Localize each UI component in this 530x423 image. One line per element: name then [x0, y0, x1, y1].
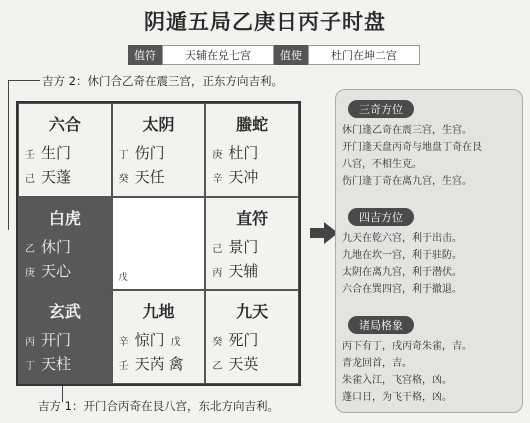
zhifu-value: 天辅在兑七宫 [162, 45, 274, 65]
star-label: 天冲 [228, 168, 259, 186]
zhishi-label: 值使 [274, 45, 308, 65]
earth-stem: 庚 [25, 267, 35, 279]
palace-kun-2 [205, 103, 299, 197]
text-line: 太阴在离九宫，利于潜伏。 [342, 267, 462, 278]
info-panel [335, 89, 523, 413]
god-label: 白虎 [48, 208, 81, 228]
door-label: 生门 [41, 144, 72, 162]
heaven-stem: 辛 [118, 337, 129, 349]
door-label: 死门 [228, 331, 259, 350]
heaven-stem: 庚 [212, 150, 223, 161]
connector-line [8, 80, 9, 230]
text-line: 蓬口日，为飞干格，凶。 [342, 392, 452, 403]
zhifu-zhishi-bar [128, 45, 420, 65]
earth-stem: 壬 [118, 361, 129, 373]
text-line: 休门逢乙奇在震三宫，生宫。 [342, 125, 472, 136]
heaven-stem: 癸 [212, 337, 223, 349]
page-title: 阴遁五局乙庚日丙子时盘 [144, 10, 386, 34]
section-body [342, 338, 520, 406]
earth-stem: 丙 [212, 267, 223, 279]
door-label: 惊门 [134, 331, 165, 350]
text-line: 青龙回首，吉。 [342, 358, 412, 369]
star-label: 天英 [228, 355, 259, 374]
palace-gen-8 [18, 290, 112, 384]
zhifu-label: 值符 [128, 45, 162, 65]
heaven-stem: 丙 [25, 337, 35, 349]
ji-stem: 戊 [170, 337, 181, 349]
palace-qian-6 [205, 290, 299, 384]
earth-stem: 己 [25, 174, 35, 185]
palace-li-9 [112, 103, 206, 197]
door-label: 休门 [41, 237, 72, 256]
section-body [342, 122, 520, 190]
god-label: 九天 [236, 302, 269, 322]
text-line: 九天在乾六宫，利于出击。 [342, 233, 462, 244]
god-label: 六合 [48, 115, 81, 134]
palace-center-5 [112, 197, 206, 291]
arrow-right-icon [310, 222, 338, 244]
door-label: 杜门 [228, 144, 259, 162]
qimen-grid [16, 101, 301, 386]
connector-line [8, 80, 40, 81]
heaven-stem: 乙 [25, 243, 35, 255]
heaven-stem: 壬 [25, 150, 35, 161]
connector-line [62, 386, 63, 402]
star-label: 天心 [41, 261, 72, 280]
earth-stem: 癸 [118, 174, 129, 185]
door-label: 开门 [41, 331, 72, 350]
god-label: 九地 [142, 302, 175, 322]
text-line: 九地在坎一宫，利于驻防。 [342, 250, 462, 261]
star-label: 天蓬 [41, 168, 72, 186]
god-label: 玄武 [48, 302, 81, 322]
palace-zhen-3 [18, 197, 112, 291]
zhishi-value: 杜门在坤二宫 [308, 45, 420, 65]
text-line: 朱雀入江，飞宫格，凶。 [342, 375, 452, 386]
earth-stem: 丁 [25, 361, 35, 373]
section-title: 三奇方位 [348, 100, 414, 118]
text-line: 丙下有丁，戌丙奇朱雀，吉。 [342, 341, 472, 352]
door-label: 景门 [228, 237, 259, 256]
text-line: 开门逢天盘丙奇与地盘丁奇在艮 [342, 142, 482, 153]
ji-fang-2-note: 吉方 2：休门合乙奇在震三宫，正东方向吉利。 [42, 74, 283, 88]
god-label: 螣蛇 [236, 115, 269, 134]
heaven-stem: 己 [212, 243, 223, 255]
earth-stem: 乙 [212, 361, 223, 373]
door-label: 伤门 [134, 144, 165, 162]
palace-dui-7 [205, 197, 299, 291]
star-label: 天任 [134, 168, 165, 186]
text-line: 伤门逢丁奇在离九宫，生宫。 [342, 176, 472, 187]
section-title: 四吉方位 [348, 208, 414, 226]
center-stem: 戊 [118, 272, 128, 283]
text-line: 六合在巽四宫，利于撤退。 [342, 284, 462, 295]
section-body [342, 230, 520, 298]
star-label: 天柱 [41, 355, 72, 374]
text-line: 八宫，不相生克。 [342, 159, 422, 170]
palace-kan-1 [112, 290, 206, 384]
earth-stem: 辛 [212, 174, 223, 185]
section-title: 诸局格象 [348, 316, 414, 334]
god-label: 直符 [236, 208, 269, 228]
star-label: 天辅 [228, 261, 259, 280]
qin-star: 禽 [168, 355, 184, 374]
god-label: 太阴 [142, 115, 175, 134]
palace-xun-4 [18, 103, 112, 197]
star-label: 天芮 [134, 355, 165, 374]
ji-fang-1-note: 吉方 1：开门合丙奇在艮八宫，东北方向吉利。 [38, 399, 279, 413]
heaven-stem: 丁 [118, 150, 129, 161]
